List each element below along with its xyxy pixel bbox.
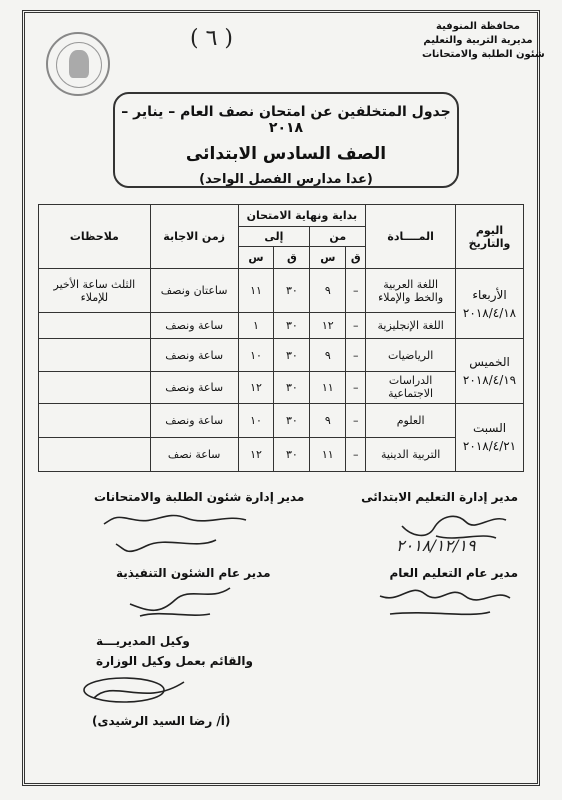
from-hour-cell: ٩ (310, 269, 346, 313)
duration-cell: ساعتان ونصف (150, 269, 238, 313)
notes-cell (39, 371, 151, 403)
deputy-name: (أ/ رضا السيد الرشيدى) (92, 714, 231, 728)
header-exam-time: بداية ونهاية الامتحان (238, 205, 366, 227)
to-hour-cell: ١٠ (238, 403, 274, 437)
exam-schedule-table (38, 204, 524, 472)
gov-line-3: شئون الطلبة والامتحانات (422, 49, 545, 60)
to-hour-cell: ١٢ (238, 371, 274, 403)
handwritten-date: ٢٠١٨/١٢/١٩ (396, 536, 476, 555)
notes-cell (39, 339, 151, 371)
duration-cell: ساعة ونصف (150, 403, 238, 437)
page-number: ( ٦ ) (190, 26, 233, 51)
table-row (39, 371, 524, 403)
table-row (39, 313, 524, 339)
title-box (113, 92, 459, 188)
subject-cell: الدراسات الاجتماعية (366, 371, 456, 403)
header-day-date: اليوم والتاريخ (456, 205, 524, 269)
to-minute-cell: ٣٠ (274, 371, 310, 403)
header-notes: ملاحظات (39, 205, 151, 269)
student-affairs-signature-icon (96, 510, 256, 556)
gov-header (422, 20, 545, 62)
grade-title: الصف السادس الابتدائى (185, 144, 387, 164)
gov-line-1: محافظة المنوفية (436, 21, 520, 32)
schedule-title: جدول المتخلفين عن امتحان نصف العام – يناير – ٢٠١٨ (121, 104, 451, 136)
primary-ed-manager-title: مدير إدارة التعليم الابتدائى (361, 490, 518, 504)
from-minute-cell: – (346, 371, 366, 403)
notes-cell (39, 437, 151, 471)
table-row (39, 437, 524, 471)
from-minute-cell: – (346, 313, 366, 339)
subject-cell: الرياضيات (366, 339, 456, 371)
official-seal-icon (46, 32, 110, 96)
duration-cell: ساعة نصف (150, 437, 238, 471)
day-date-cell (456, 269, 524, 339)
from-hour-cell: ١٢ (310, 313, 346, 339)
header-duration: زمن الاجابة (150, 205, 238, 269)
gov-line-2: مديرية التربية والتعليم (423, 35, 533, 46)
subject-cell: اللغة الإنجليزية (366, 313, 456, 339)
header-from-minute: ق (346, 247, 366, 269)
table-row (39, 403, 524, 437)
to-hour-cell: ١٢ (238, 437, 274, 471)
to-hour-cell: ١ (238, 313, 274, 339)
table-row (39, 339, 524, 371)
from-hour-cell: ١١ (310, 437, 346, 471)
from-hour-cell: ١١ (310, 371, 346, 403)
subject-cell: العلوم (366, 403, 456, 437)
exclusion-note: (عدا مدارس الفصل الواحد) (199, 172, 373, 187)
header-from: من (310, 227, 366, 247)
from-minute-cell: – (346, 403, 366, 437)
to-minute-cell: ٣٠ (274, 313, 310, 339)
deputy-signature-icon (74, 668, 194, 712)
duration-cell: ساعة ونصف (150, 339, 238, 371)
general-ed-manager-title: مدير عام التعليم العام (389, 566, 518, 580)
header-subject: المــــادة (366, 205, 456, 269)
subject-cell: اللغة العربية والخط والإملاء (366, 269, 456, 313)
to-hour-cell: ١٠ (238, 339, 274, 371)
from-hour-cell: ٩ (310, 339, 346, 371)
day-name: الخميس (469, 355, 510, 370)
day-name: السبت (472, 421, 507, 436)
general-ed-signature-icon (370, 584, 520, 620)
to-hour-cell: ١١ (238, 269, 274, 313)
day-name: الأربعاء (472, 287, 507, 302)
exam-date: ٢٠١٨/٤/١٩ (462, 373, 517, 388)
to-minute-cell: ٣٠ (274, 403, 310, 437)
to-minute-cell: ٣٠ (274, 339, 310, 371)
from-minute-cell: – (346, 269, 366, 313)
deputy-title-line2: والقائم بعمل وكيل الوزارة (96, 654, 253, 668)
from-hour-cell: ٩ (310, 403, 346, 437)
subject-cell: التربية الدينية (366, 437, 456, 471)
day-date-cell (456, 339, 524, 403)
day-date-cell (456, 403, 524, 471)
notes-cell: الثلث ساعة الأخير للإملاء (39, 269, 151, 313)
deputy-title-line1: وكيل المديريـــة (96, 634, 190, 648)
from-minute-cell: – (346, 339, 366, 371)
notes-cell (39, 313, 151, 339)
to-minute-cell: ٣٠ (274, 437, 310, 471)
duration-cell: ساعة ونصف (150, 313, 238, 339)
header-to-minute: ق (274, 247, 310, 269)
notes-cell (39, 403, 151, 437)
header-to: إلى (238, 227, 310, 247)
exec-affairs-signature-icon (120, 582, 240, 622)
to-minute-cell: ٣٠ (274, 269, 310, 313)
exam-date: ٢٠١٨/٤/٢١ (462, 439, 517, 454)
exam-date: ٢٠١٨/٤/١٨ (462, 305, 517, 320)
exec-affairs-manager-title: مدير عام الشئون التنفيذية (116, 566, 271, 580)
from-minute-cell: – (346, 437, 366, 471)
duration-cell: ساعة ونصف (150, 371, 238, 403)
header-from-hour: س (310, 247, 346, 269)
eagle-emblem-icon (69, 50, 89, 78)
header-to-hour: س (238, 247, 274, 269)
student-affairs-manager-title: مدير إدارة شئون الطلبة والامتحانات (94, 490, 305, 504)
table-row (39, 269, 524, 313)
